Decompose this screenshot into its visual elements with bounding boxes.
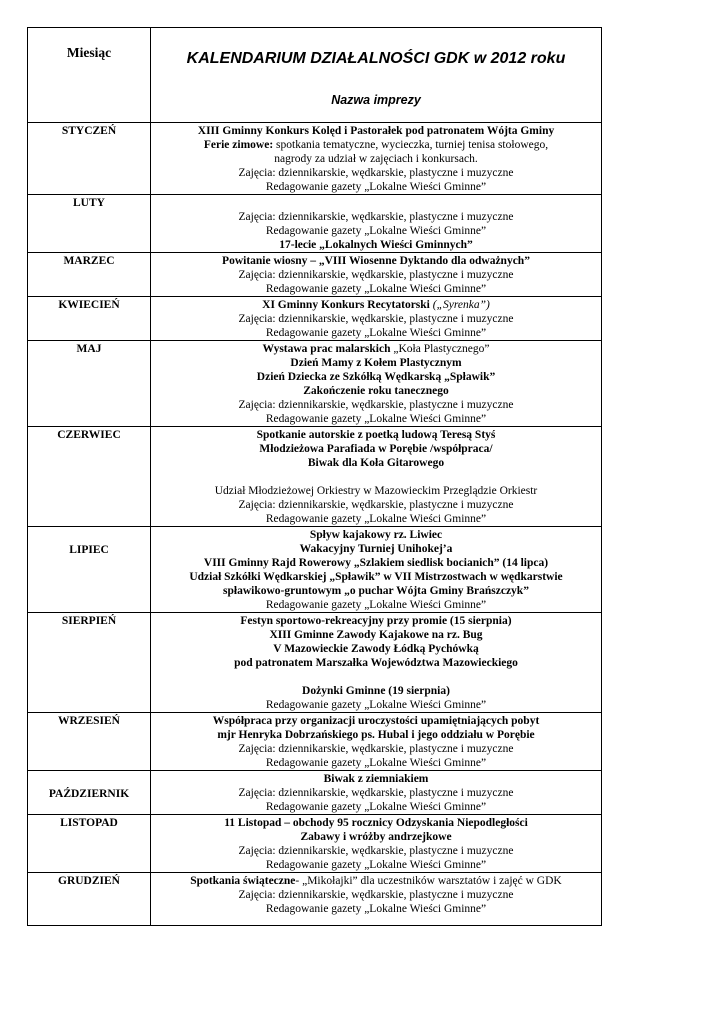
table-row xyxy=(28,297,602,341)
event-line: Redagowanie gazety „Lokalne Wieści Gminne” xyxy=(265,757,487,769)
event-line: Redagowanie gazety „Lokalne Wieści Gminne” xyxy=(265,801,487,813)
month-cell: KWIECIEŃ xyxy=(28,297,151,341)
event-line: 11 Listopad – obchody 95 rocznicy Odzyskania Niepodległości xyxy=(224,817,528,829)
event-title: Spotkania świąteczne xyxy=(190,875,296,887)
event-line: Zajęcia: dziennikarskie, wędkarskie, plastyczne i muzyczne xyxy=(238,787,514,799)
event-line: Zakończenie roku tanecznego xyxy=(303,385,449,397)
events-cell xyxy=(151,427,602,527)
event-line xyxy=(151,138,601,152)
events-cell xyxy=(151,253,602,297)
month-column-header xyxy=(28,28,151,123)
event-line xyxy=(151,298,601,312)
event-line: Redagowanie gazety „Lokalne Wieści Gminne” xyxy=(265,181,487,193)
events-cell xyxy=(151,815,602,873)
month-cell: STYCZEŃ xyxy=(28,123,151,195)
event-line: 17-lecie „Lokalnych Wieści Gminnych” xyxy=(279,239,473,251)
event-line: spławikowo-gruntowym „o puchar Wójta Gminy Brańszczyk” xyxy=(223,585,529,597)
event-line: Spotkanie autorskie z poetką ludową Teresą Styś xyxy=(256,429,496,441)
event-line: Zabawy i wróżby andrzejkowe xyxy=(300,831,452,843)
table-row xyxy=(28,123,602,195)
month-label: LIPIEC xyxy=(69,544,109,556)
month-label: PAŹDZIERNIK xyxy=(48,788,130,800)
events-cell xyxy=(151,297,602,341)
month-cell: CZERWIEC xyxy=(28,427,151,527)
event-line: Udział Młodzieżowej Orkiestry w Mazowieckim Przeglądzie Orkiestr xyxy=(214,485,538,497)
event-line: Powitanie wiosny – „VIII Wiosenne Dyktando dla odważnych” xyxy=(222,255,530,267)
event-line: Wakacyjny Turniej Unihokej’a xyxy=(299,543,453,555)
event-line: Udział Szkółki Wędkarskiej „Spławik” w VII Mistrzostwach w wędkarstwie xyxy=(189,571,563,583)
event-line: Festyn sportowo-rekreacyjny przy promie (15 sierpnia) xyxy=(240,615,512,627)
event-line: Zajęcia: dziennikarskie, wędkarskie, plastyczne i muzyczne xyxy=(238,499,514,511)
table-row xyxy=(28,873,602,926)
event-line: Zajęcia: dziennikarskie, wędkarskie, plastyczne i muzyczne xyxy=(238,845,514,857)
event-text: - „Mikołajki” dla uczestników warsztatów i zajęć w GDK xyxy=(295,875,562,887)
event-note: „Koła Plastycznego” xyxy=(390,343,490,355)
event-line: Redagowanie gazety „Lokalne Wieści Gminne” xyxy=(265,283,487,295)
event-line: VIII Gminny Rajd Rowerowy „Szlakiem siedlisk bocianich” (14 lipca) xyxy=(203,557,549,569)
table-row xyxy=(28,713,602,771)
event-line xyxy=(151,342,601,356)
event-line: mjr Henryka Dobrzańskiego ps. Hubal i jego oddziału w Porębie xyxy=(217,729,535,741)
table-row xyxy=(28,527,602,613)
event-text: spotkania tematyczne, wycieczka, turniej tenisa stołowego, xyxy=(273,139,549,151)
event-line: Zajęcia: dziennikarskie, wędkarskie, plastyczne i muzyczne xyxy=(238,313,514,325)
event-line: Redagowanie gazety „Lokalne Wieści Gminne” xyxy=(265,513,487,525)
event-line: Redagowanie gazety „Lokalne Wieści Gminne” xyxy=(265,903,487,915)
calendar-table xyxy=(27,27,602,926)
event-line: Spływ kajakowy rz. Liwiec xyxy=(309,529,443,541)
event-line: Redagowanie gazety „Lokalne Wieści Gminne” xyxy=(265,327,487,339)
event-title: XI Gminny Konkurs Recytatorski xyxy=(262,299,433,311)
event-line: Zajęcia: dziennikarskie, wędkarskie, plastyczne i muzyczne xyxy=(238,399,514,411)
table-row xyxy=(28,427,602,527)
event-line: Dożynki Gminne (19 sierpnia) xyxy=(302,685,450,697)
events-cell xyxy=(151,613,602,713)
event-line: Redagowanie gazety „Lokalne Wieści Gminne” xyxy=(265,859,487,871)
event-line: Redagowanie gazety „Lokalne Wieści Gminne” xyxy=(265,699,487,711)
events-cell xyxy=(151,195,602,253)
table-row xyxy=(28,341,602,427)
events-cell xyxy=(151,123,602,195)
table-row xyxy=(28,613,602,713)
month-cell: MAJ xyxy=(28,341,151,427)
event-line: Zajęcia: dziennikarskie, wędkarskie, plastyczne i muzyczne xyxy=(238,269,514,281)
event-line: Dzień Mamy z Kołem Plastycznym xyxy=(290,357,462,369)
event-title: Wystawa prac malarskich xyxy=(262,343,391,355)
event-line: Zajęcia: dziennikarskie, wędkarskie, plastyczne i muzyczne xyxy=(238,211,514,223)
table-row xyxy=(28,253,602,297)
events-cell xyxy=(151,527,602,613)
event-line: XIII Gminny Konkurs Kolęd i Pastorałek pod patronatem Wójta Gminy xyxy=(197,125,555,137)
table-row xyxy=(28,195,602,253)
month-cell: WRZESIEŃ xyxy=(28,713,151,771)
month-cell: LUTY xyxy=(28,195,151,253)
table-row xyxy=(28,815,602,873)
event-line: XIII Gminne Zawody Kajakowe na rz. Bug xyxy=(269,629,483,641)
event-line: Zajęcia: dziennikarskie, wędkarskie, plastyczne i muzyczne xyxy=(238,167,514,179)
event-line: Zajęcia: dziennikarskie, wędkarskie, plastyczne i muzyczne xyxy=(238,743,514,755)
events-cell xyxy=(151,771,602,815)
page-title: KALENDARIUM DZIAŁALNOŚCI GDK w 2012 roku xyxy=(186,50,566,67)
event-line: pod patronatem Marszałka Województwa Mazowieckiego xyxy=(234,657,518,669)
event-line: Dzień Dziecka ze Szkółką Wędkarską „Spławik” xyxy=(256,371,496,383)
event-line xyxy=(151,874,601,888)
month-cell: LISTOPAD xyxy=(28,815,151,873)
event-line: Biwak dla Koła Gitarowego xyxy=(307,457,445,469)
events-cell xyxy=(151,341,602,427)
calendar-document xyxy=(27,27,601,926)
event-line: V Mazowieckie Zawody Łódką Pychówką xyxy=(273,643,479,655)
event-line: Młodzieżowa Parafiada w Porębie /współpraca/ xyxy=(259,443,493,455)
event-label: Ferie zimowe: xyxy=(203,139,274,151)
header-row xyxy=(28,28,602,123)
event-line: Redagowanie gazety „Lokalne Wieści Gminne” xyxy=(265,599,487,611)
table-row xyxy=(28,771,602,815)
month-cell xyxy=(28,771,151,815)
month-column-header-text: Miesiąc xyxy=(66,45,112,60)
event-line: Biwak z ziemniakiem xyxy=(323,773,429,785)
month-cell: GRUDZIEŃ xyxy=(28,873,151,926)
month-cell: SIERPIEŃ xyxy=(28,613,151,713)
events-cell xyxy=(151,873,602,926)
event-line: Redagowanie gazety „Lokalne Wieści Gminne” xyxy=(265,413,487,425)
event-line: Zajęcia: dziennikarskie, wędkarskie, plastyczne i muzyczne xyxy=(238,889,514,901)
month-cell: MARZEC xyxy=(28,253,151,297)
event-note: („Syrenka”) xyxy=(432,299,490,311)
event-line: Współpraca przy organizacji uroczystości upamiętniających pobyt xyxy=(212,715,540,727)
event-line: Redagowanie gazety „Lokalne Wieści Gminne” xyxy=(265,225,487,237)
events-cell xyxy=(151,713,602,771)
event-column-header: Nazwa imprezy xyxy=(331,93,421,107)
title-cell xyxy=(151,28,602,123)
event-line: nagrody za udział w zajęciach i konkursach. xyxy=(274,153,478,165)
month-cell xyxy=(28,527,151,613)
